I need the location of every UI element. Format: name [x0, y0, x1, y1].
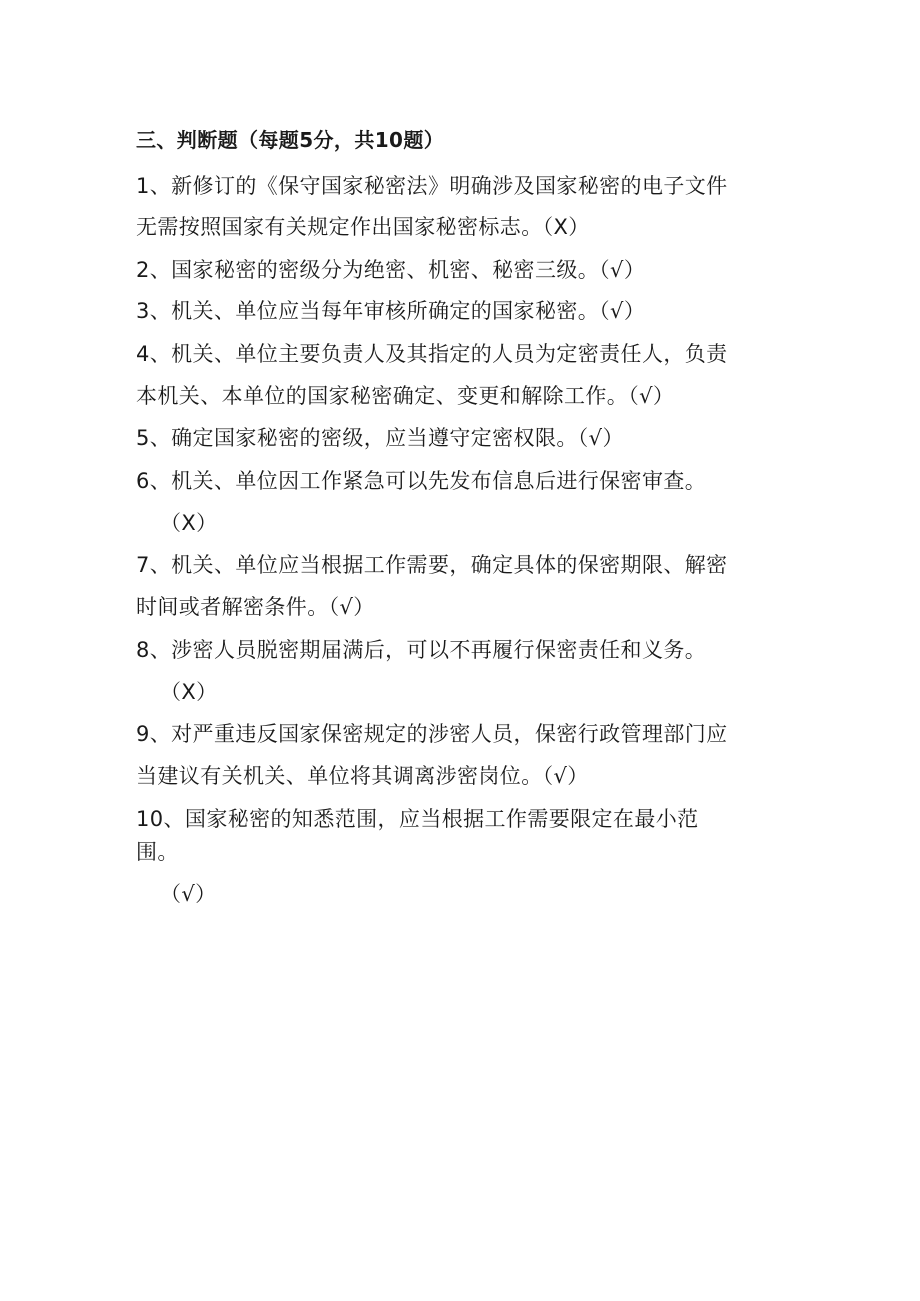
question-9-line-1: 9、对严重违反国家保密规定的涉密人员，保密行政管理部门应	[136, 722, 728, 746]
question-3-line-1: 3、机关、单位应当每年审核所确定的国家秘密。（√）	[136, 299, 646, 323]
question-6-line-2: （X）	[160, 511, 218, 535]
question-10-line-3: （√）	[160, 882, 217, 906]
question-1-line-1: 1、新修订的《保守国家秘密法》明确涉及国家秘密的电子文件	[136, 174, 728, 198]
question-4-line-1: 4、机关、单位主要负责人及其指定的人员为定密责任人，负责	[136, 342, 728, 366]
question-6-line-1: 6、机关、单位因工作紧急可以先发布信息后进行保密审查。	[136, 469, 707, 493]
question-1-line-2: 无需按照国家有关规定作出国家秘密标志。（X）	[136, 215, 590, 239]
question-8-line-2: （X）	[160, 680, 218, 704]
question-4-line-2: 本机关、本单位的国家秘密确定、变更和解除工作。（√）	[136, 384, 675, 408]
question-10-line-2: 围。	[136, 840, 179, 864]
question-7-line-1: 7、机关、单位应当根据工作需要，确定具体的保密期限、解密	[136, 553, 728, 577]
question-8-line-1: 8、涉密人员脱密期届满后，可以不再履行保密责任和义务。	[136, 638, 707, 662]
question-9-line-2: 当建议有关机关、单位将其调离涉密岗位。（√）	[136, 764, 589, 788]
question-2-line-1: 2、国家秘密的密级分为绝密、机密、秘密三级。（√）	[136, 258, 646, 282]
section-title: 三、判断题（每题5分，共10题）	[136, 128, 445, 152]
question-10-line-1: 10、国家秘密的知悉范围，应当根据工作需要限定在最小范	[136, 807, 699, 831]
question-5-line-1: 5、确定国家秘密的密级，应当遵守定密权限。（√）	[136, 426, 624, 450]
question-7-line-2: 时间或者解密条件。（√）	[136, 595, 375, 619]
